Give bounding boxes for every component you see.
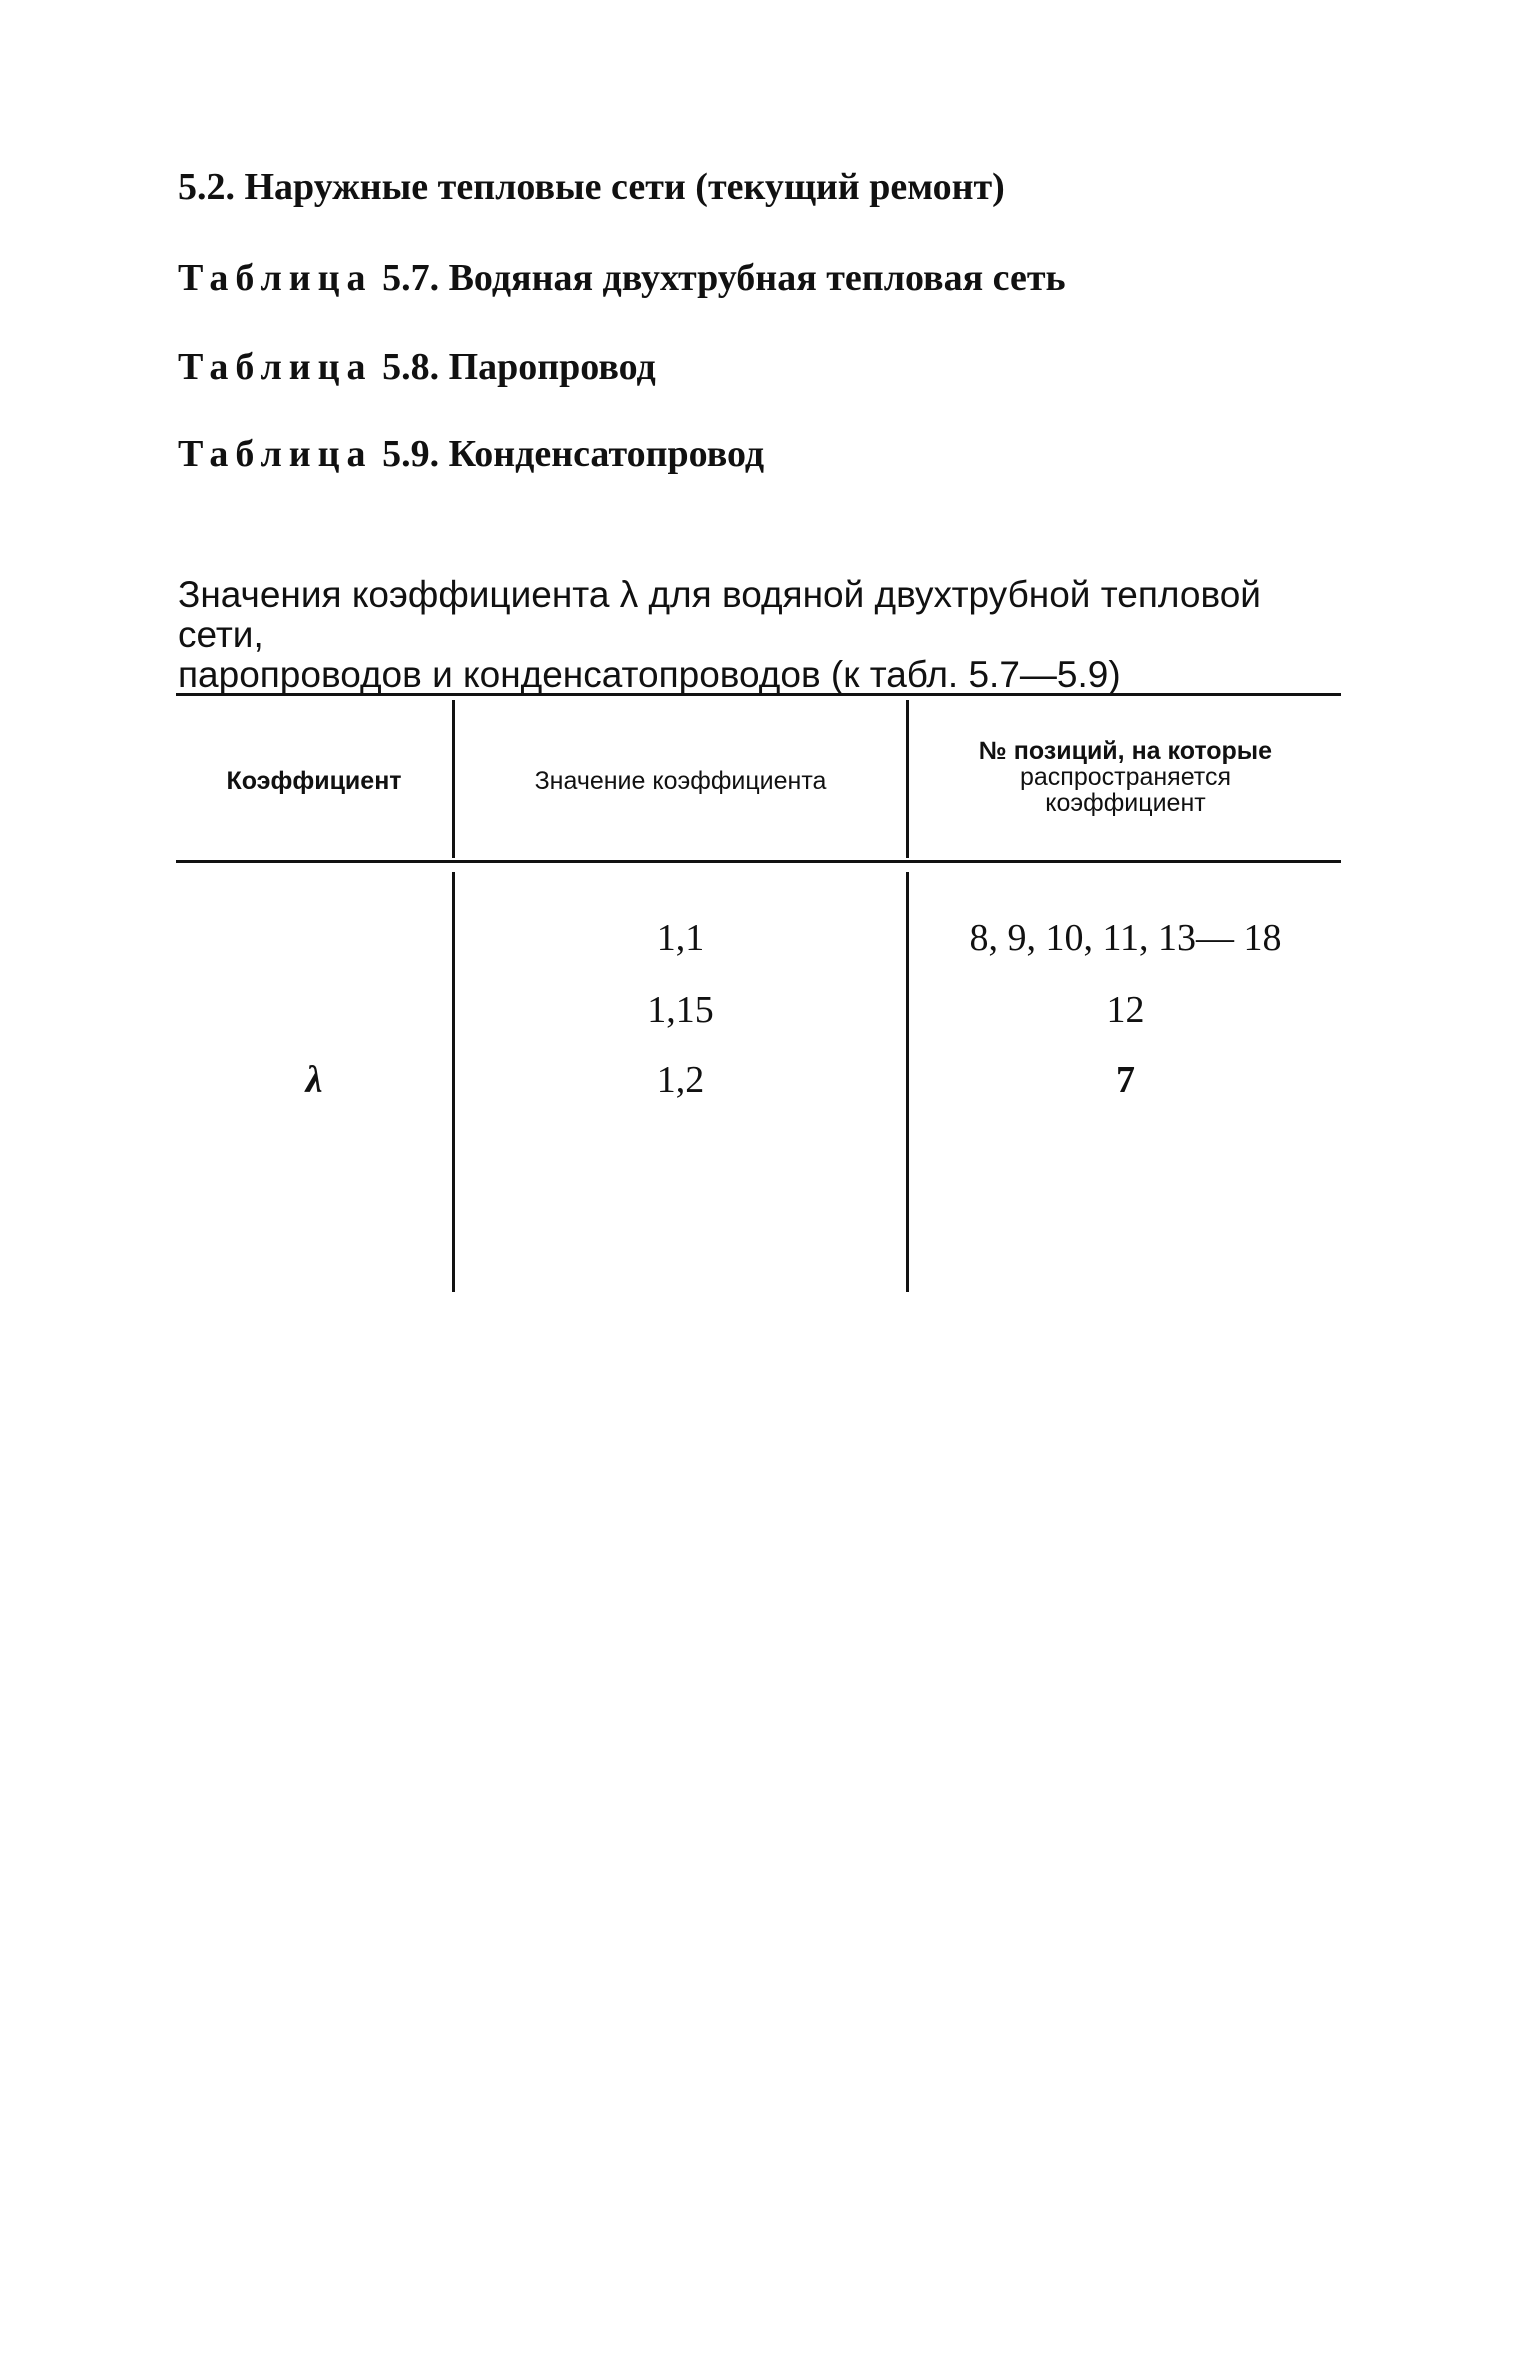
table-cell-value: 1,1 <box>656 917 705 959</box>
coefficient-symbol: λ <box>305 1059 323 1101</box>
table-cell-positions: 12 <box>1106 989 1145 1031</box>
table-title: 5.9. Конденсатопровод <box>372 433 765 475</box>
column-divider <box>906 872 909 1292</box>
header-positions <box>910 738 1341 816</box>
section-heading: 5.2. Наружные тепловые сети (текущий ремонт) <box>178 166 1005 208</box>
table-caption <box>178 575 1343 695</box>
header-value: Значение коэффициента <box>534 767 827 795</box>
caption-line-2: паропроводов и конденсатопроводов (к табл. 5.7—5.9) <box>178 654 1121 695</box>
column-divider <box>906 700 909 858</box>
table-cell-positions: 7 <box>1116 1059 1135 1101</box>
table-top-rule <box>176 693 1341 696</box>
table-5-7-heading <box>178 256 1066 300</box>
header-positions-line-2: распространяется <box>1019 763 1232 791</box>
table-label: Таблица <box>178 433 373 475</box>
header-positions-line-1: № позиций, на которые <box>978 737 1273 765</box>
table-header-rule <box>176 860 1341 863</box>
caption-line-1: Значения коэффициента λ для водяной двухтрубной тепловой сети, <box>178 574 1261 655</box>
header-positions-line-3: коэффициент <box>1045 789 1206 817</box>
table-cell-positions: 8, 9, 10, 11, 13— 18 <box>969 917 1282 959</box>
table-cell-value: 1,2 <box>656 1059 705 1101</box>
header-coefficient: Коэффициент <box>226 767 402 795</box>
table-5-9-heading <box>178 432 764 476</box>
table-label: Таблица <box>178 257 373 299</box>
table-title: 5.7. Водяная двухтрубная тепловая сеть <box>372 257 1066 299</box>
table-label: Таблица <box>178 346 373 388</box>
table-title: 5.8. Паропровод <box>372 346 656 388</box>
table-cell-value: 1,15 <box>647 989 714 1031</box>
table-5-8-heading <box>178 345 656 389</box>
